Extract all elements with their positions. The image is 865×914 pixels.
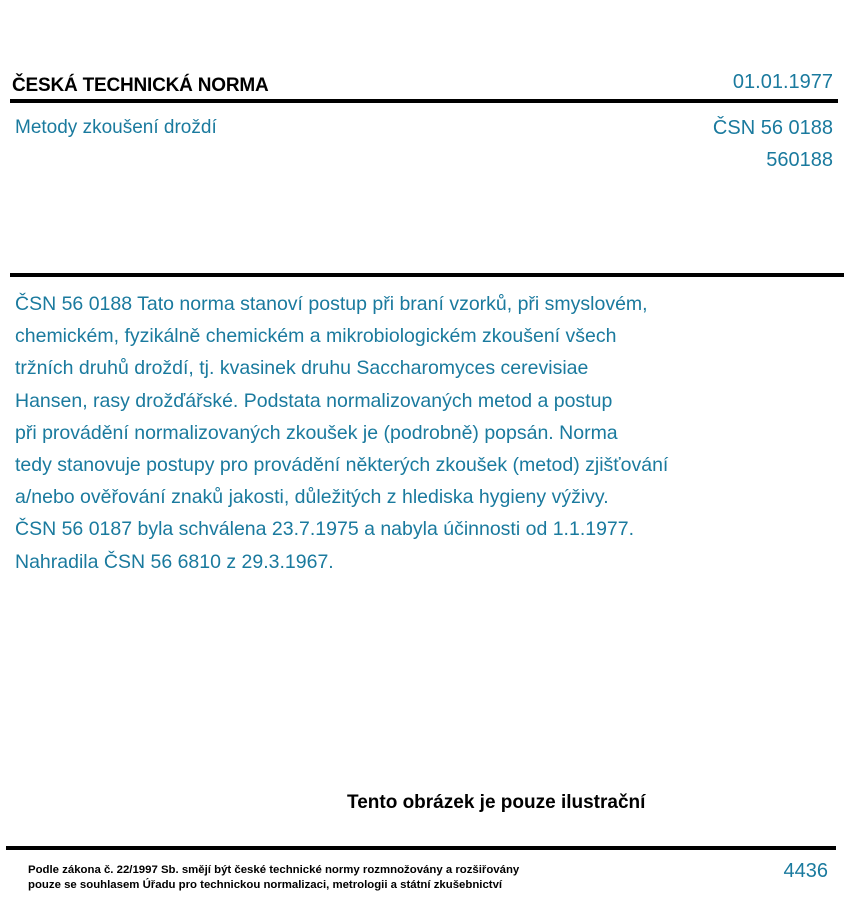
- document-code: ČSN 56 0188: [712, 117, 833, 139]
- bottom-divider: [6, 846, 836, 850]
- middle-divider: [10, 273, 844, 277]
- abstract-line: tržních druhů droždí, tj. kvasinek druhu Saccharomyces cerevisiae: [15, 357, 589, 380]
- illustration-notice: Tento obrázek je pouze ilustrační: [347, 792, 646, 813]
- top-divider: [10, 99, 838, 103]
- norm-title: ČESKÁ TECHNICKÁ NORMA: [12, 75, 269, 96]
- abstract-line: Nahradila ČSN 56 6810 z 29.3.1967.: [15, 550, 334, 573]
- norm-date: 01.01.1977: [732, 71, 833, 93]
- abstract-line: Hansen, rasy drožďářské. Podstata normalizovaných metod a postup: [15, 389, 613, 412]
- abstract-line: při provádění normalizovaných zkoušek je (podrobně) popsán. Norma: [15, 421, 618, 444]
- page-number: 4436: [783, 860, 828, 882]
- document-abstract: [15, 288, 668, 578]
- abstract-line: chemickém, fyzikálně chemickém a mikrobiologickém zkoušení všech: [15, 325, 617, 348]
- legal-notice-line: Podle zákona č. 22/1997 Sb. smějí být české technické normy rozmnožovány a rozšiřovány: [28, 864, 520, 876]
- abstract-line: ČSN 56 0188 Tato norma stanoví postup při braní vzorků, při smyslovém,: [15, 293, 648, 315]
- legal-notice-line: pouze se souhlasem Úřadu pro technickou normalizaci, metrologii a státní zkušebnictví: [28, 879, 503, 891]
- document-catalog-number: 560188: [766, 149, 833, 171]
- legal-notice: [28, 863, 519, 893]
- abstract-line: a/nebo ověřování znaků jakosti, důležitých z hlediska hygieny výživy.: [15, 486, 609, 509]
- abstract-line: tedy stanovuje postupy pro provádění některých zkoušek (metod) zjišťování: [15, 454, 669, 477]
- abstract-line: ČSN 56 0187 byla schválena 23.7.1975 a nabyla účinnosti od 1.1.1977.: [15, 518, 635, 541]
- document-subject: Metody zkoušení droždí: [15, 117, 217, 138]
